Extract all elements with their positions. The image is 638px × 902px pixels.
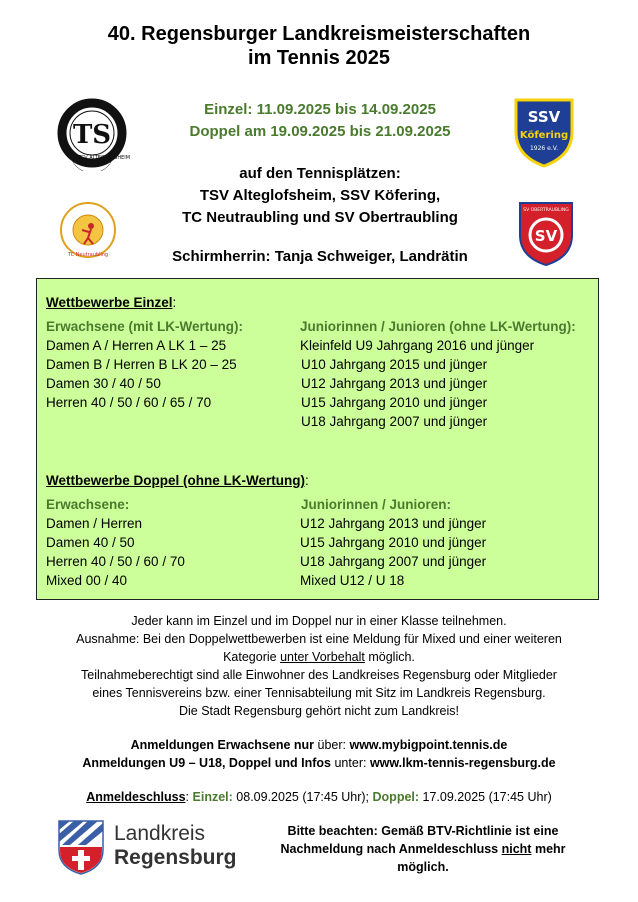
doppel-junior-item: U15 Jahrgang 2010 und jünger bbox=[300, 535, 487, 550]
landkreis-logo-line-2: Regensburg bbox=[114, 846, 237, 869]
einzel-juniors-heading: Juniorinnen / Junioren (ohne LK-Wertung): bbox=[300, 319, 576, 334]
tc-neutraubling-logo bbox=[58, 200, 118, 260]
info-line-4: Teilnahmeberechtigt sind alle Einwohner des Landkreises Regensburg oder Mitglieder bbox=[81, 668, 557, 682]
einzel-adult-item: Damen 30 / 40 / 50 bbox=[46, 376, 161, 391]
venue-intro: auf den Tennisplätzen: bbox=[239, 165, 401, 182]
note-line-2: Nachmeldung nach Anmeldeschluss nicht mehr bbox=[280, 842, 566, 856]
einzel-adult-item: Damen A / Herren A LK 1 – 25 bbox=[46, 338, 227, 353]
page-title bbox=[0, 22, 638, 70]
registration-juniors: Anmeldungen U9 – U18, Doppel und Infos unter: www.lkm-tennis-regensburg.de bbox=[82, 756, 556, 770]
einzel-adult-item: Damen B / Herren B LK 20 – 25 bbox=[46, 357, 237, 372]
title-line-2: im Tennis 2025 bbox=[248, 47, 390, 69]
patron: Schirmherrin: Tanja Schweiger, Landrätin bbox=[172, 248, 468, 265]
landkreis-regensburg-logo bbox=[56, 818, 246, 876]
doppel-adult-item: Damen / Herren bbox=[46, 516, 143, 531]
late-registration-note bbox=[258, 822, 588, 876]
tsv-alteglofsheim-logo bbox=[52, 95, 132, 171]
sv-logo-letters: SV bbox=[534, 227, 558, 245]
info-line-3: Kategorie unter Vorbehalt möglich. bbox=[223, 650, 415, 664]
doppel-junior-item: Mixed U12 / U 18 bbox=[300, 573, 405, 588]
doppel-juniors-heading: Juniorinnen / Junioren: bbox=[301, 497, 452, 512]
tsv-logo-text: TSV ALTEGLOFSHEIM bbox=[77, 155, 131, 161]
registration-info bbox=[30, 736, 608, 772]
info-line-5: eines Tennisvereins bzw. einer Tennisabteilung mit Sitz im Landkreis Regensburg. bbox=[92, 686, 546, 700]
einzel-junior-item: U15 Jahrgang 2010 und jünger bbox=[301, 395, 488, 410]
participation-info bbox=[30, 612, 608, 720]
landkreis-coat-of-arms-icon bbox=[56, 818, 106, 876]
sv-logo-text: SV OBERTRAUBLING bbox=[523, 208, 569, 213]
registration-adults: Anmeldungen Erwachsene nur über: www.mybigpoint.tennis.de bbox=[130, 738, 508, 752]
event-dates bbox=[150, 99, 490, 143]
sv-obertraubling-logo bbox=[516, 199, 576, 267]
ssv-logo-year: 1926 e.V. bbox=[529, 145, 559, 152]
einzel-junior-item: U12 Jahrgang 2013 und jünger bbox=[301, 376, 488, 391]
venue-info bbox=[120, 163, 520, 229]
einzel-heading: Wettbewerbe Einzel: bbox=[46, 295, 177, 310]
ssv-logo-letters: SSV bbox=[527, 108, 561, 126]
title-line-1: 40. Regensburger Landkreismeisterschaften bbox=[107, 23, 531, 45]
einzel-junior-item: U10 Jahrgang 2015 und jünger bbox=[301, 357, 488, 372]
info-line-2: Ausnahme: Bei den Doppelwettbewerben ist eine Meldung für Mixed und einer weiteren bbox=[76, 632, 562, 646]
ssv-logo-name: Köfering bbox=[519, 130, 569, 141]
registration-deadline: Anmeldeschluss: Einzel: 08.09.2025 (17:45 Uhr); Doppel: 17.09.2025 (17:45 Uhr) bbox=[86, 790, 552, 804]
doppel-heading: Wettbewerbe Doppel (ohne LK-Wertung): bbox=[46, 473, 309, 488]
note-line-1: Bitte beachten: Gemäß BTV-Richtlinie ist eine bbox=[287, 824, 559, 838]
doppel-adult-item: Damen 40 / 50 bbox=[46, 535, 135, 550]
doppel-adult-item: Herren 40 / 50 / 60 / 70 bbox=[46, 554, 185, 569]
lkm-tennis-link[interactable]: www.lkm-tennis-regensburg.de bbox=[369, 756, 556, 770]
competitions-box bbox=[36, 278, 599, 600]
doppel-adults-heading: Erwachsene: bbox=[46, 497, 130, 512]
info-line-1: Jeder kann im Einzel und im Doppel nur in einer Klasse teilnehmen. bbox=[131, 614, 507, 628]
einzel-junior-item: Kleinfeld U9 Jahrgang 2016 und jünger bbox=[300, 338, 535, 353]
mybigpoint-link[interactable]: www.mybigpoint.tennis.de bbox=[349, 738, 508, 752]
info-line-6: Die Stadt Regensburg gehört nicht zum Landkreis! bbox=[178, 704, 460, 718]
ssv-koefering-logo bbox=[512, 94, 576, 168]
venue-line-2: TC Neutraubling und SV Obertraubling bbox=[182, 209, 458, 226]
einzel-adult-item: Herren 40 / 50 / 60 / 65 / 70 bbox=[46, 395, 212, 410]
doppel-junior-item: U12 Jahrgang 2013 und jünger bbox=[300, 516, 487, 531]
tc-logo-text: TC Neutraubling bbox=[67, 252, 109, 258]
tsv-logo-letters: TS bbox=[72, 120, 112, 150]
doppel-junior-item: U18 Jahrgang 2007 und jünger bbox=[300, 554, 487, 569]
einzel-adults-heading: Erwachsene (mit LK-Wertung): bbox=[46, 319, 244, 334]
doppel-dates: Doppel am 19.09.2025 bis 21.09.2025 bbox=[189, 123, 451, 140]
einzel-junior-item: U18 Jahrgang 2007 und jünger bbox=[301, 414, 488, 429]
einzel-dates: Einzel: 11.09.2025 bis 14.09.2025 bbox=[204, 101, 436, 118]
venue-line-1: TSV Alteglofsheim, SSV Köfering, bbox=[199, 187, 441, 204]
landkreis-logo-line-1: Landkreis bbox=[114, 822, 206, 845]
note-line-3: möglich. bbox=[397, 860, 449, 874]
doppel-adult-item: Mixed 00 / 40 bbox=[46, 573, 128, 588]
